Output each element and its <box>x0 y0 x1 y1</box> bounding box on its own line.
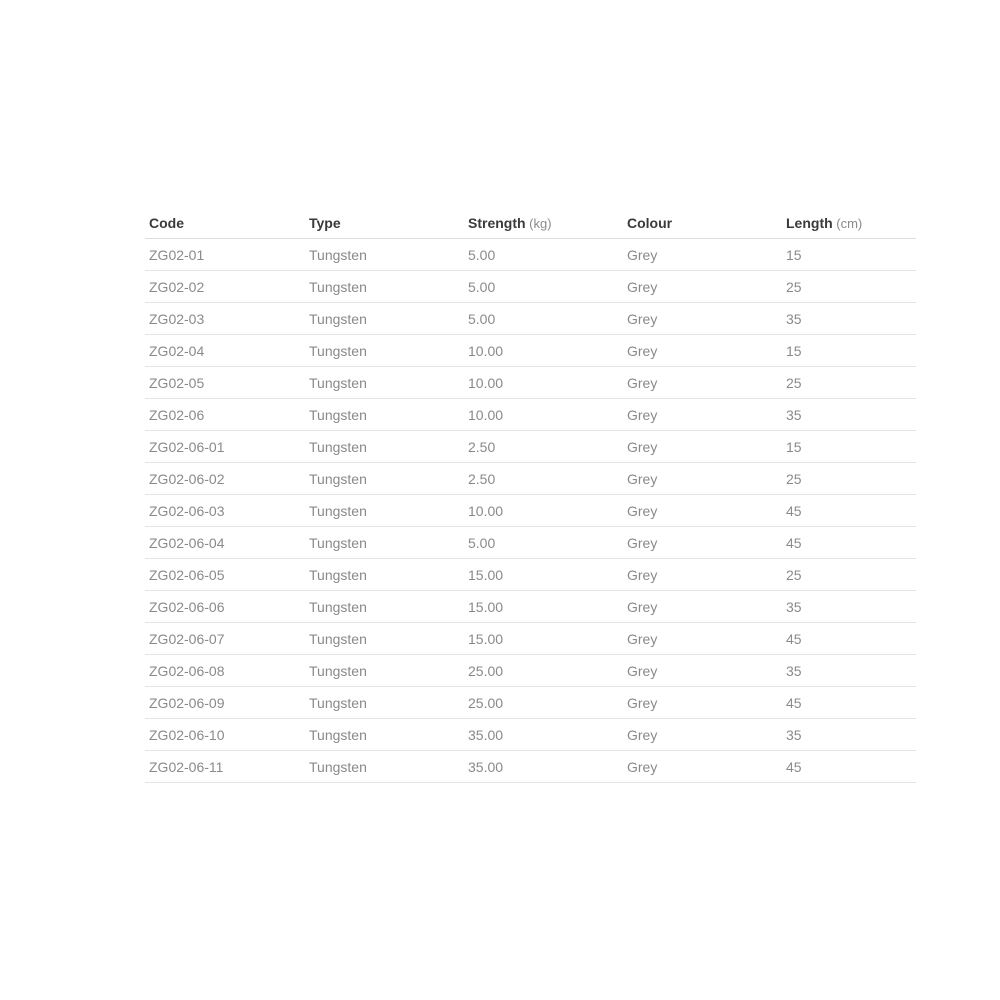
cell-type: Tungsten <box>309 310 367 327</box>
cell-colour: Grey <box>627 502 658 519</box>
cell-strength: 25.00 <box>468 662 504 679</box>
cell-type: Tungsten <box>309 662 367 679</box>
cell-code: ZG02-06-11 <box>149 758 224 775</box>
cell-strength: 5.00 <box>468 278 496 295</box>
header-length-label: Length <box>786 215 833 231</box>
cell-type: Tungsten <box>309 470 367 487</box>
cell-length: 35 <box>786 406 802 423</box>
cell-length: 15 <box>786 246 802 263</box>
cell-colour: Grey <box>627 630 658 647</box>
cell-strength: 10.00 <box>468 374 504 391</box>
table-body <box>145 239 916 783</box>
cell-type: Tungsten <box>309 438 367 455</box>
cell-length: 45 <box>786 630 802 647</box>
table-row <box>145 719 916 751</box>
cell-length: 25 <box>786 470 802 487</box>
spec-table <box>145 208 916 783</box>
cell-code: ZG02-06-09 <box>149 694 225 711</box>
cell-strength: 35.00 <box>468 726 504 743</box>
cell-code: ZG02-01 <box>149 246 205 263</box>
header-colour-label: Colour <box>627 215 673 231</box>
table-row <box>145 399 916 431</box>
cell-code: ZG02-03 <box>149 310 205 327</box>
table-row <box>145 239 916 271</box>
cell-code: ZG02-02 <box>149 278 205 295</box>
table-row <box>145 335 916 367</box>
header-strength-unit: (kg) <box>525 216 552 231</box>
cell-length: 45 <box>786 534 802 551</box>
cell-type: Tungsten <box>309 630 367 647</box>
cell-type: Tungsten <box>309 598 367 615</box>
table-row <box>145 623 916 655</box>
table-row <box>145 591 916 623</box>
cell-code: ZG02-06 <box>149 406 205 423</box>
cell-colour: Grey <box>627 598 658 615</box>
cell-code: ZG02-06-07 <box>149 630 225 647</box>
cell-code: ZG02-06-02 <box>149 470 225 487</box>
table-row <box>145 431 916 463</box>
cell-colour: Grey <box>627 694 658 711</box>
cell-length: 45 <box>786 758 802 775</box>
cell-strength: 10.00 <box>468 502 504 519</box>
cell-strength: 2.50 <box>468 438 496 455</box>
cell-strength: 10.00 <box>468 406 504 423</box>
cell-length: 15 <box>786 342 802 359</box>
cell-type: Tungsten <box>309 278 367 295</box>
cell-length: 15 <box>786 438 802 455</box>
header-strength <box>464 215 623 231</box>
table-row <box>145 495 916 527</box>
cell-colour: Grey <box>627 310 658 327</box>
cell-length: 25 <box>786 278 802 295</box>
cell-colour: Grey <box>627 470 658 487</box>
table-row <box>145 655 916 687</box>
cell-strength: 5.00 <box>468 246 496 263</box>
cell-length: 45 <box>786 502 802 519</box>
cell-type: Tungsten <box>309 374 367 391</box>
cell-type: Tungsten <box>309 566 367 583</box>
cell-length: 45 <box>786 694 802 711</box>
cell-type: Tungsten <box>309 694 367 711</box>
cell-type: Tungsten <box>309 534 367 551</box>
cell-code: ZG02-06-03 <box>149 502 225 519</box>
cell-colour: Grey <box>627 534 658 551</box>
cell-code: ZG02-06-04 <box>149 534 225 551</box>
cell-code: ZG02-06-08 <box>149 662 225 679</box>
table-row <box>145 303 916 335</box>
header-strength-label: Strength <box>468 215 526 231</box>
cell-code: ZG02-05 <box>149 374 205 391</box>
cell-colour: Grey <box>627 342 658 359</box>
table-row <box>145 527 916 559</box>
cell-colour: Grey <box>627 758 658 775</box>
header-code-label: Code <box>149 215 184 231</box>
table-row <box>145 751 916 783</box>
table-row <box>145 463 916 495</box>
table-header-row <box>145 208 916 239</box>
cell-code: ZG02-04 <box>149 342 205 359</box>
cell-type: Tungsten <box>309 758 367 775</box>
cell-length: 25 <box>786 374 802 391</box>
header-length-unit: (cm) <box>832 216 863 231</box>
cell-strength: 10.00 <box>468 342 504 359</box>
cell-type: Tungsten <box>309 246 367 263</box>
header-type-label: Type <box>309 215 341 231</box>
cell-colour: Grey <box>627 438 658 455</box>
table-row <box>145 687 916 719</box>
cell-type: Tungsten <box>309 342 367 359</box>
cell-colour: Grey <box>627 406 658 423</box>
cell-colour: Grey <box>627 566 658 583</box>
table-row <box>145 367 916 399</box>
cell-code: ZG02-06-01 <box>149 438 225 455</box>
cell-code: ZG02-06-05 <box>149 566 225 583</box>
cell-length: 35 <box>786 310 802 327</box>
header-type <box>305 215 464 231</box>
cell-type: Tungsten <box>309 502 367 519</box>
cell-colour: Grey <box>627 246 658 263</box>
table-row <box>145 559 916 591</box>
cell-colour: Grey <box>627 374 658 391</box>
cell-type: Tungsten <box>309 726 367 743</box>
cell-strength: 5.00 <box>468 310 496 327</box>
cell-strength: 35.00 <box>468 758 504 775</box>
cell-length: 25 <box>786 566 802 583</box>
header-length <box>782 215 916 231</box>
cell-colour: Grey <box>627 278 658 295</box>
cell-strength: 15.00 <box>468 598 504 615</box>
cell-colour: Grey <box>627 662 658 679</box>
cell-strength: 5.00 <box>468 534 496 551</box>
cell-length: 35 <box>786 598 802 615</box>
cell-type: Tungsten <box>309 406 367 423</box>
cell-code: ZG02-06-06 <box>149 598 225 615</box>
cell-code: ZG02-06-10 <box>149 726 225 743</box>
header-code <box>145 215 305 231</box>
cell-length: 35 <box>786 662 802 679</box>
cell-length: 35 <box>786 726 802 743</box>
cell-strength: 2.50 <box>468 470 496 487</box>
table-row <box>145 271 916 303</box>
cell-strength: 15.00 <box>468 630 504 647</box>
header-colour <box>623 215 782 231</box>
cell-colour: Grey <box>627 726 658 743</box>
cell-strength: 25.00 <box>468 694 504 711</box>
cell-strength: 15.00 <box>468 566 504 583</box>
